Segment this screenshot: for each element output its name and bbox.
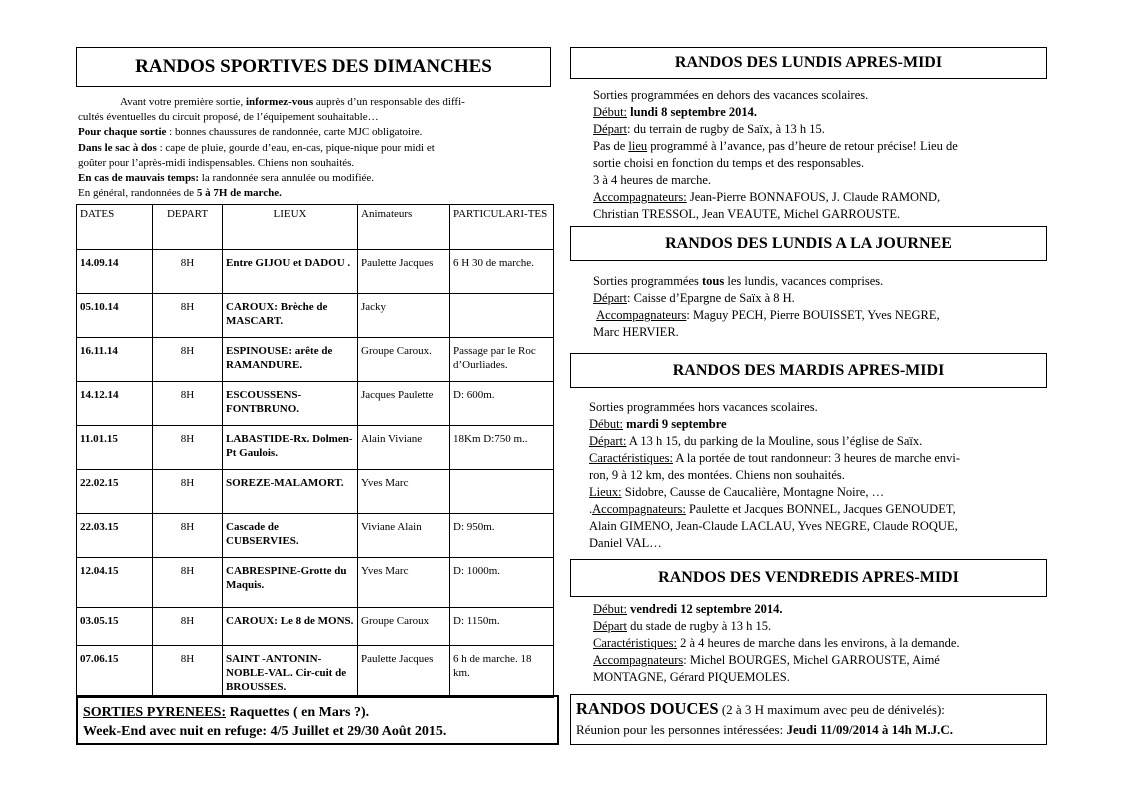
row-depart: 8H — [153, 646, 223, 698]
header-lieux: LIEUX — [223, 205, 358, 250]
row-animateurs: Yves Marc — [358, 558, 450, 608]
row-animateurs: Yves Marc — [358, 470, 450, 514]
table-row — [77, 294, 554, 338]
row-lieux: Entre GIJOU et DADOU . — [223, 250, 358, 294]
gentle-hikes-box: RANDOS DOUCES (2 à 3 H maximum avec peu de dénivelés): Réunion pour les personnes intéressées: Jeudi 11/09/2014 à 14h M.J.C. — [570, 694, 1047, 745]
monday-afternoon-section: Sorties programmées en dehors des vacances scolaires. Début: lundi 8 septembre 2014. Départ: du terrain de rugby de Saïx, à 13 h 15. Pas de lieu programmé à l’avance, pas d’heure de retour précise! Lieu de sortie choisi en fonction du temps et des responsables. 3 à 4 heures de marche. Accompagnateurs: Jean-Pierre BONNAFOUS, J. Claude RAMOND, Christian TRESSOL, Jean VEAUTE, Michel GARROUSTE. — [593, 88, 958, 221]
row-particularites — [450, 294, 554, 338]
row-animateurs: Groupe Caroux — [358, 608, 450, 646]
row-animateurs: Alain Viviane — [358, 426, 450, 470]
sunday-intro: Avant votre première sortie, informez-vous auprès d’un responsable des diffi- cultés éventuelles du circuit proposé, de l’équipement souhaitable… Pour chaque sortie : bonnes chaussures de randonnée, carte MJC obligatoire. Dans le sac à dos : cape de pluie, gourde d’eau, en-cas, pique-nique pour midi et goûter pour l’après-midi indispensables. Chiens non souhaités. En cas de mauvais temps: la randonnée sera annulée ou modifiée. En général, randonnées de 5 à 7H de marche. — [78, 96, 465, 200]
table-row — [77, 558, 554, 608]
monday-afternoon-title: RANDOS DES LUNDIS APRES-MIDI — [570, 47, 1047, 79]
row-lieux: CAROUX: Brèche de MASCART. — [223, 294, 358, 338]
row-particularites: D: 600m. — [450, 382, 554, 426]
header-dates: DATES — [77, 205, 153, 250]
row-date: 07.06.15 — [77, 646, 153, 698]
pyrenees-box: SORTIES PYRENEES: Raquettes ( en Mars ?). Week-End avec nuit en refuge: 4/5 Juillet et 29/30 Août 2015. — [76, 695, 559, 745]
row-particularites: Passage par le Roc d’Ourliades. — [450, 338, 554, 382]
row-lieux: SAINT -ANTONIN-NOBLE-VAL. Cir-cuit de BROUSSES. — [223, 646, 358, 698]
row-depart: 8H — [153, 338, 223, 382]
row-depart: 8H — [153, 382, 223, 426]
table-row — [77, 608, 554, 646]
table-row — [77, 338, 554, 382]
row-animateurs: Paulette Jacques — [358, 646, 450, 698]
row-date: 05.10.14 — [77, 294, 153, 338]
row-lieux: LABASTIDE-Rx. Dolmen-Pt Gaulois. — [223, 426, 358, 470]
row-depart: 8H — [153, 558, 223, 608]
row-animateurs: Jacky — [358, 294, 450, 338]
row-animateurs: Jacques Paulette — [358, 382, 450, 426]
row-date: 16.11.14 — [77, 338, 153, 382]
table-row — [77, 646, 554, 698]
row-animateurs: Paulette Jacques — [358, 250, 450, 294]
table-row — [77, 426, 554, 470]
monday-day-title: RANDOS DES LUNDIS A LA JOURNEE — [570, 226, 1047, 261]
row-lieux: ESPINOUSE: arête de RAMANDURE. — [223, 338, 358, 382]
row-particularites: D: 1000m. — [450, 558, 554, 608]
row-date: 22.03.15 — [77, 514, 153, 558]
monday-day-section: Sorties programmées tous les lundis, vacances comprises. Départ: Caisse d’Epargne de Saïx à 8 H. Accompagnateurs: Maguy PECH, Pierre BOUISSET, Yves NEGRE, Marc HERVIER. — [593, 274, 940, 339]
sunday-schedule-table — [76, 204, 554, 698]
row-particularites: D: 950m. — [450, 514, 554, 558]
row-lieux: CAROUX: Le 8 de MONS. — [223, 608, 358, 646]
header-animateurs: Animateurs — [358, 205, 450, 250]
table-row — [77, 382, 554, 426]
row-depart: 8H — [153, 294, 223, 338]
row-depart: 8H — [153, 514, 223, 558]
row-animateurs: Viviane Alain — [358, 514, 450, 558]
table-row — [77, 470, 554, 514]
row-animateurs: Groupe Caroux. — [358, 338, 450, 382]
row-date: 12.04.15 — [77, 558, 153, 608]
row-particularites: D: 1150m. — [450, 608, 554, 646]
tuesday-section: Sorties programmées hors vacances scolaires. Début: mardi 9 septembre Départ: A 13 h 15, du parking de la Mouline, sous l’église de Saïx. Caractéristiques: A la portée de tout randonneur: 3 heures de marche envi- ron, 9 à 12 km, des montées. Chiens non souhaités. Lieux: Sidobre, Causse de Caucalière, Montagne Noire, … .Accompagnateurs: Paulette et Jacques BONNEL, Jacques GENOUDET, Alain GIMENO, Jean-Claude LACLAU, Yves NEGRE, Claude ROQUE, Daniel VAL… — [589, 400, 961, 550]
friday-section: Début: vendredi 12 septembre 2014. Départ du stade de rugby à 13 h 15. Caractéristiques: 2 à 4 heures de marche dans les environs, à la demande. Accompagnateurs: Michel BOURGES, Michel GARROUSTE, Aimé MONTAGNE, Gérard PIQUEMOLES. — [593, 602, 960, 684]
table-header-row — [77, 205, 554, 250]
row-lieux: Cascade de CUBSERVIES. — [223, 514, 358, 558]
row-particularites: 6 h de marche. 18 km. — [450, 646, 554, 698]
header-depart: DEPART — [153, 205, 223, 250]
row-depart: 8H — [153, 250, 223, 294]
header-particularites: PARTICULARI-TES — [450, 205, 554, 250]
row-date: 14.12.14 — [77, 382, 153, 426]
table-row — [77, 250, 554, 294]
row-date: 03.05.15 — [77, 608, 153, 646]
row-date: 11.01.15 — [77, 426, 153, 470]
row-lieux: CABRESPINE-Grotte du Maquis. — [223, 558, 358, 608]
row-particularites — [450, 470, 554, 514]
row-depart: 8H — [153, 426, 223, 470]
table-row — [77, 514, 554, 558]
tuesday-title: RANDOS DES MARDIS APRES-MIDI — [570, 353, 1047, 388]
row-particularites: 18Km D:750 m.. — [450, 426, 554, 470]
row-particularites: 6 H 30 de marche. — [450, 250, 554, 294]
row-depart: 8H — [153, 470, 223, 514]
row-depart: 8H — [153, 608, 223, 646]
row-date: 22.02.15 — [77, 470, 153, 514]
row-lieux: ESCOUSSENS-FONTBRUNO. — [223, 382, 358, 426]
row-lieux: SOREZE-MALAMORT. — [223, 470, 358, 514]
row-date: 14.09.14 — [77, 250, 153, 294]
sunday-title: RANDOS SPORTIVES DES DIMANCHES — [76, 47, 551, 87]
friday-title: RANDOS DES VENDREDIS APRES-MIDI — [570, 559, 1047, 597]
